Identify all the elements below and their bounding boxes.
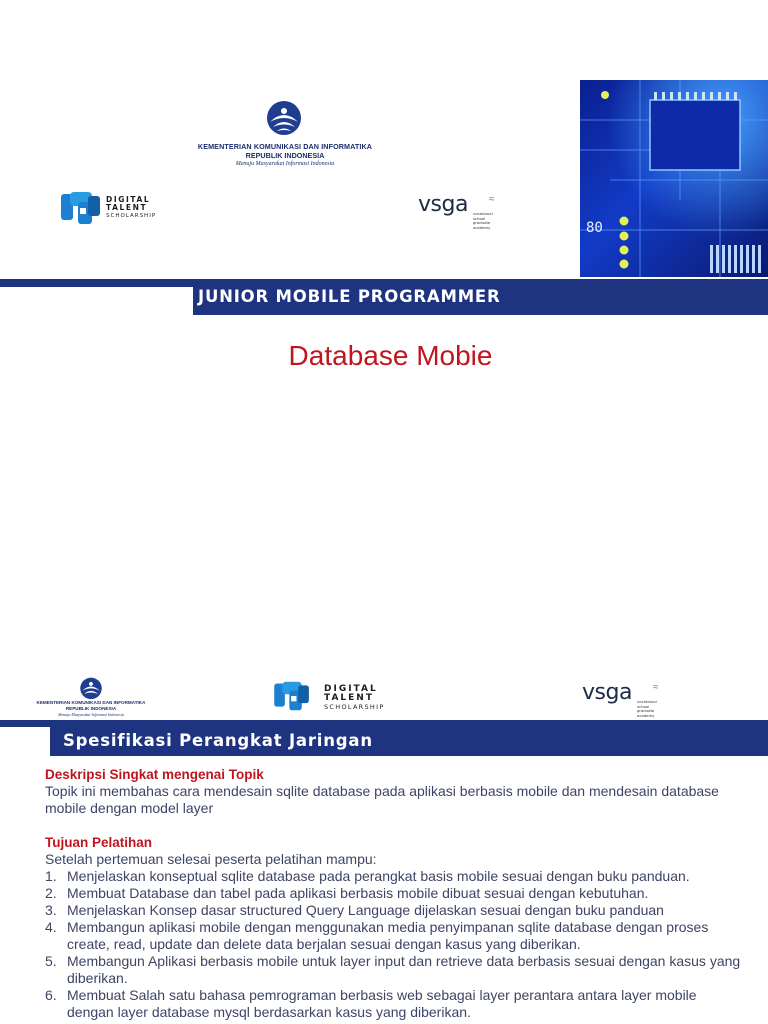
vsga-tagline-word: vocational [473, 211, 493, 216]
course-title: JUNIOR MOBILE PROGRAMMER [198, 287, 501, 306]
list-item [45, 902, 745, 919]
list-item-text: Membuat Salah satu bahasa pemrograman berbasis web sebagai layer perantara antara layer mobile dengan layer database mysql berdasarkan kasus yang diberikan. [67, 987, 697, 1020]
list-item [45, 987, 745, 1021]
digital-talent-line2: TALENT [324, 693, 374, 703]
kominfo-tagline: Menuju Masyarakat Informasi Indonesia [235, 161, 335, 167]
objectives-list [45, 868, 745, 1021]
description-heading: Deskripsi Singkat mengenai Topik [45, 767, 264, 782]
kominfo-emblem-icon [78, 677, 104, 701]
kominfo-tagline: Menuju Masyarakat Informasi Indonesia [58, 712, 124, 717]
vsga-logo [418, 192, 508, 232]
digital-talent-line1: DIGITAL [324, 684, 378, 694]
list-item-text: Membangun aplikasi mobile dengan menggunakan media penyimpanan sqlite database dengan proses create, read, update dan delete data berjalan sesuai dengan kasus yang diberikan. [67, 919, 709, 952]
vsga-tagline-word: graduate [473, 220, 491, 225]
list-item [45, 919, 745, 953]
kominfo-logo [190, 100, 380, 172]
list-item-text: Membangun Aplikasi berbasis mobile untuk layer input dan retrieve data berbasis sesuai dengan kasus yang diberikan. [67, 953, 741, 986]
digital-talent-line1: DIGITAL [106, 195, 151, 204]
digital-talent-line3: SCHOLARSHIP [324, 703, 385, 711]
vsga-tagline [473, 212, 493, 230]
vsga-wordmark: vsga [582, 680, 632, 705]
section-title: Spesifikasi Perangkat Jaringan [63, 731, 373, 750]
list-item-number: 3. [45, 902, 57, 918]
list-item-number: 2. [45, 885, 57, 901]
vsga-tagline-word: graduate [637, 708, 655, 713]
vsga-bolt-icon: ≈ [489, 194, 495, 205]
vsga-tagline-word: school [473, 215, 486, 221]
list-item [45, 885, 745, 902]
description-body: Topik ini membahas cara mendesain sqlite database pada aplikasi berbasis mobile dan mendesain database mobile dengan model layer [45, 783, 719, 816]
vsga-tagline-word: academy [637, 712, 655, 718]
svg-text:80: 80 [586, 220, 603, 236]
slide-content [45, 766, 745, 1021]
kominfo-country: REPUBLIK INDONESIA [65, 706, 117, 711]
digital-talent-line2: TALENT [106, 203, 148, 212]
vsga-tagline-word: vocational [637, 699, 657, 704]
vsga-tagline-word: school [637, 703, 650, 709]
digital-talent-wordmark [324, 685, 385, 712]
vsga-tagline [637, 700, 657, 718]
kominfo-ministry-name: KEMENTERIAN KOMUNIKASI DAN INFORMATIKA [36, 700, 146, 705]
list-item-text: Membuat Database dan tabel pada aplikasi berbasis mobile dibuat sesuai dengan kebutuhan. [67, 885, 649, 901]
digital-talent-mark-icon [266, 680, 318, 712]
objectives-heading: Tujuan Pelatihan [45, 835, 153, 850]
list-item-number: 1. [45, 868, 57, 884]
vsga-bolt-icon: ≈ [653, 682, 659, 693]
list-item-text: Menjelaskan konseptual sqlite database pada perangkat basis mobile sesuai dengan buku panduan. [67, 868, 690, 884]
digital-talent-line3: SCHOLARSHIP [106, 213, 157, 219]
digital-talent-wordmark [106, 196, 156, 220]
slide-title: Database Mobie [288, 340, 493, 371]
list-item-text: Menjelaskan Konsep dasar structured Query Language dijelaskan sesuai dengan buku panduan [67, 902, 664, 918]
kominfo-logo-small [30, 677, 152, 719]
vsga-logo [582, 680, 672, 720]
digital-talent-logo [266, 680, 400, 716]
digital-talent-logo [60, 190, 170, 230]
vsga-wordmark: vsga [418, 192, 468, 217]
list-item [45, 953, 745, 987]
list-item-number: 4. [45, 919, 57, 935]
digital-talent-mark-icon [60, 190, 102, 226]
vsga-tagline-word: academy [473, 224, 491, 230]
list-item-number: 6. [45, 987, 57, 1003]
list-item-number: 5. [45, 953, 57, 969]
objectives-intro: Setelah pertemuan selesai peserta pelatihan mampu: [45, 851, 377, 867]
circuit-board-image [580, 80, 768, 277]
kominfo-emblem-icon [264, 100, 304, 138]
list-item [45, 868, 745, 885]
kominfo-ministry-name: KEMENTERIAN KOMUNIKASI DAN INFORMATIKA [197, 142, 373, 151]
kominfo-country: REPUBLIK INDONESIA [245, 151, 325, 160]
